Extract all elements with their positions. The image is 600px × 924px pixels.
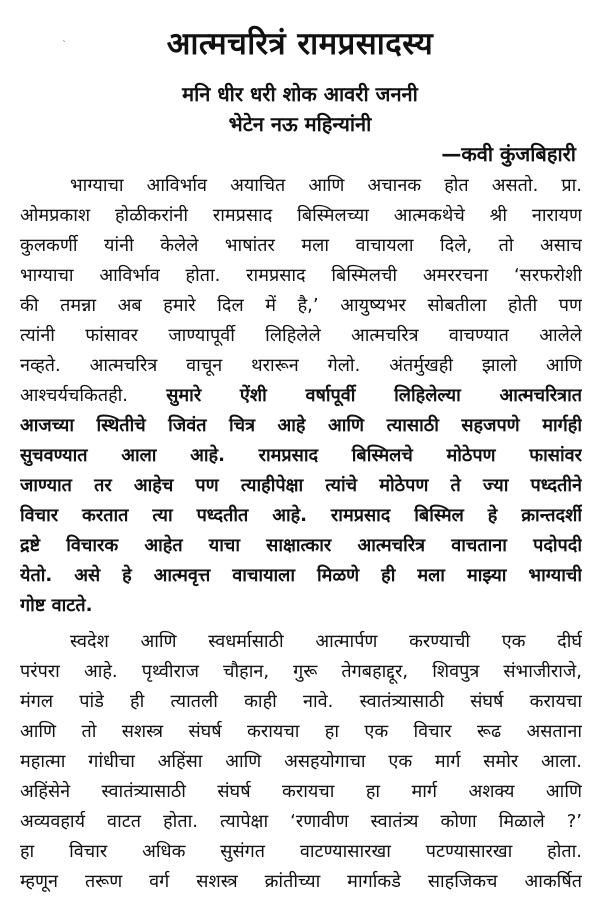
paragraph-1-bold-line: गोष्ट वाटते. xyxy=(20,595,93,616)
paragraph-1-bold-line: येतो. असे हे आत्मवृत्त वाचायाला मिळणे ही मला माझ्या भाग्याची xyxy=(20,565,582,586)
paragraph-2-line: हा विचार अधिक सुसंगत वाटण्यासारखा पटण्यासारखा होता. xyxy=(20,841,582,862)
paragraph-2-line: मंगल पांडे ही त्यातली काही नावे. स्वातंत्र्यासाठी संघर्ष करायचा xyxy=(20,691,582,712)
line-bold-text: सुमारे ऐंशी वर्षापूर्वी लिहिलेल्या आत्मचरित्रात xyxy=(166,385,582,406)
page-title: आत्मचरित्रं रामप्रसादस्य xyxy=(166,26,434,62)
paragraph-1-line: कुलकर्णी यांनी केलेले भाषांतर मला वाचायला दिले, तो असाच xyxy=(20,235,582,256)
paragraph-1-bold-line: विचार करतात त्या पध्दतीत आहे. रामप्रसाद बिस्मिल हे क्रान्तदर्शी xyxy=(20,505,582,526)
paragraph-1-bold-line: आजच्या स्थितीचे जिवंत चित्र आहे आणि त्यासाठी सहजपणे मार्गही xyxy=(20,415,582,436)
epigraph-attribution: —कवी कुंजबिहारी xyxy=(441,142,576,166)
paragraph-1-line: ओमप्रकाश होळीकरांनी रामप्रसाद बिस्मिलच्या आत्मकथेचे श्री नारायण xyxy=(20,205,582,226)
paragraph-1-line: नव्हते. आत्मचरित्र वाचून थरारून गेलो. अंतर्मुखही झालो आणि xyxy=(20,355,582,376)
paragraph-1-line: की तमन्ना अब हमारे दिल में है,’ आयुष्यभर सोबतीला होती पण xyxy=(20,295,582,316)
paragraph-1-line: भाग्याचा आविर्भाव होता. रामप्रसाद बिस्मिलची अमररचना ‘सरफरोशी xyxy=(20,265,582,286)
paragraph-2-line: अव्यवहार्य वाटत होता. त्यापेक्षा ‘रणावीण स्वातंत्र्य कोणा मिळाले ?’ xyxy=(20,811,582,832)
paragraph-1-bold-line: द्रष्टे विचारक आहेत याचा साक्षात्कार आत्मचरित्र वाचताना पदोपदी xyxy=(20,535,582,556)
paragraph-1-line: त्यांनी फांसावर जाण्यापूर्वी लिहिलेले आत्मचरित्र वाचण्यात आलेले xyxy=(20,325,582,346)
paragraph-2-line: परंपरा आहे. पृथ्वीराज चौहान, गुरू तेगबहाद्दूर, शिवपुत्र संभाजीराजे, xyxy=(20,661,582,682)
paragraph-1-line-mixed xyxy=(20,382,582,410)
paragraph-2-line: आणि तो सशस्त्र संघर्ष करायचा हा एक विचार रूढ असताना xyxy=(20,721,582,742)
line-plain-text: आश्चर्यचकितही. xyxy=(20,385,129,406)
epigraph-line-1: मनि धीर धरी शोक आवरी जननी xyxy=(182,82,418,106)
stray-mark: ` xyxy=(62,40,67,51)
paragraph-1-bold-line: जाण्यात तर आहेच पण त्याहीपेक्षा त्यांचे मोठेपण ते ज्या पध्दतीने xyxy=(20,475,582,496)
epigraph-line-2: भेटेन नऊ महिन्यांनी xyxy=(228,112,372,136)
paragraph-2-line: महात्मा गांधीचा अहिंसा आणि असहयोगाचा एक मार्ग समोर आला. xyxy=(20,751,582,772)
paragraph-2-line: स्वदेश आणि स्वधर्मासाठी आत्मार्पण करण्याची एक दीर्घ xyxy=(70,631,582,652)
paragraph-1-line: भाग्याचा आविर्भाव अयाचित आणि अचानक होत असतो. प्रा. xyxy=(70,175,582,196)
paragraph-2-line: अहिंसेने स्वातंत्र्यासाठी संघर्ष करायचा हा मार्ग अशक्य आणि xyxy=(20,781,582,802)
paragraph-2-line: म्हणून तरूण वर्ग सशस्त्र क्रांतीच्या मार्गाकडे साहजिकच आकर्षित xyxy=(20,871,582,892)
paragraph-1-bold-line: सुचवण्यात आला आहे. रामप्रसाद बिस्मिलचे मोठेपण फासांवर xyxy=(20,445,582,466)
